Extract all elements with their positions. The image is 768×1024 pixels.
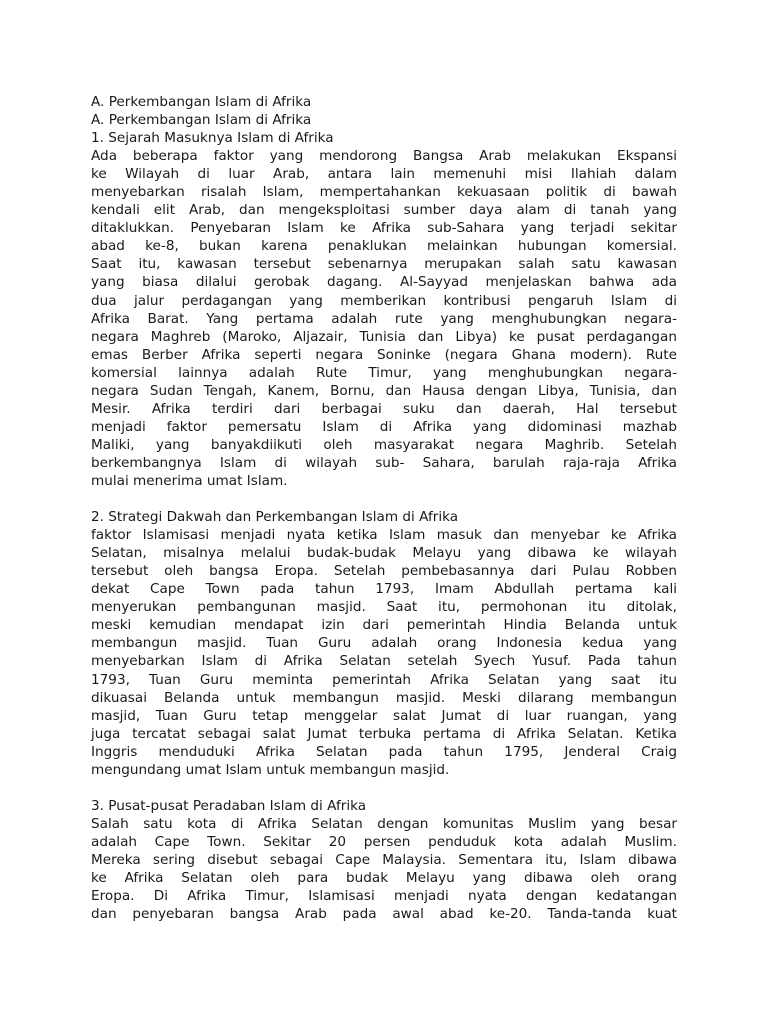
document-title: A. Perkembangan Islam di Afrika: [91, 94, 312, 110]
paragraph-line: meski kemudian mendapat izin dari pemerintah Hindia Belanda untuk: [91, 617, 677, 634]
paragraph-line: berkembangnya Islam di wilayah sub- Sahara, barulah raja-raja Afrika: [91, 454, 677, 471]
paragraph-line: Afrika Barat. Yang pertama adalah rute yang menghubungkan negara-: [91, 310, 677, 327]
paragraph-line: menyerukan pembangunan masjid. Saat itu, permohonan itu ditolak,: [91, 599, 677, 616]
paragraph-line: Saat itu, kawasan tersebut sebenarnya merupakan salah satu kawasan: [91, 256, 677, 273]
document-page: [91, 93, 677, 923]
paragraph-line: ke Afrika Selatan oleh para budak Melayu yang dibawa oleh orang: [91, 870, 677, 887]
section-sejarah: [91, 129, 677, 490]
paragraph-last-line: mengundang umat Islam untuk membangun masjid.: [91, 761, 450, 778]
section-heading: 3. Pusat-pusat Peradaban Islam di Afrika: [91, 797, 367, 814]
section-paragraph: [91, 815, 677, 923]
paragraph-line: dekat Cape Town pada tahun 1793, Imam Abdullah pertama kali: [91, 581, 677, 598]
paragraph-line: kendali elit Arab, dan mengeksploitasi sumber daya alam di tanah yang: [91, 202, 677, 219]
paragraph-line: menjadi faktor pemersatu Islam di Afrika yang didominasi mazhab: [91, 418, 677, 435]
paragraph-line: tersebut oleh bangsa Eropa. Setelah pembebasannya dari Pulau Robben: [91, 563, 677, 580]
paragraph-line: dan penyebaran bangsa Arab pada awal abad ke-20. Tanda-tanda kuat: [91, 906, 677, 923]
paragraph-line: dikuasai Belanda untuk membangun masjid. Meski dilarang membangun: [91, 689, 677, 706]
paragraph-gap: [91, 490, 677, 508]
section-paragraph: [91, 147, 677, 490]
paragraph-line: komersial lainnya adalah Rute Timur, yang menghubungkan negara-: [91, 364, 677, 381]
paragraph-line: Selatan, misalnya melalui budak-budak Melayu yang dibawa ke wilayah: [91, 545, 677, 562]
section-heading: 1. Sejarah Masuknya Islam di Afrika: [91, 130, 334, 147]
paragraph-line: Mereka sering disebut sebagai Cape Malaysia. Sementara itu, Islam dibawa: [91, 851, 677, 868]
paragraph-line: 1793, Tuan Guru meminta pemerintah Afrika Selatan yang saat itu: [91, 671, 677, 688]
paragraph-line: yang biasa dilalui gerobak dagang. Al-Sayyad menjelaskan bahwa ada: [91, 274, 677, 291]
paragraph-line: faktor Islamisasi menjadi nyata ketika Islam masuk dan menyebar ke Afrika: [91, 527, 677, 544]
paragraph-line: masjid, Tuan Guru tetap menggelar salat Jumat di luar ruangan, yang: [91, 707, 677, 724]
paragraph-line: Mesir. Afrika terdiri dari berbagai suku dan daerah, Hal tersebut: [91, 400, 677, 417]
paragraph-line: abad ke-8, bukan karena penaklukan melainkan hubungan komersial.: [91, 238, 677, 255]
paragraph-line: Salah satu kota di Afrika Selatan dengan komunitas Muslim yang besar: [91, 815, 677, 832]
paragraph-last-line: mulai menerima umat Islam.: [91, 472, 288, 489]
paragraph-line: menyebarkan risalah Islam, mempertahankan kekuasaan politik di bawah: [91, 184, 677, 201]
paragraph-line: negara Sudan Tengah, Kanem, Bornu, dan Hausa dengan Libya, Tunisia, dan: [91, 382, 677, 399]
section-strategi-dakwah: [91, 508, 677, 779]
paragraph-line: emas Berber Afrika seperti negara Soninke (negara Ghana modern). Rute: [91, 346, 677, 363]
paragraph-gap: [91, 779, 677, 797]
paragraph-line: membangun masjid. Tuan Guru adalah orang Indonesia kedua yang: [91, 635, 677, 652]
paragraph-line: adalah Cape Town. Sekitar 20 persen penduduk kota adalah Muslim.: [91, 833, 677, 850]
section-heading: 2. Strategi Dakwah dan Perkembangan Islam di Afrika: [91, 509, 459, 526]
paragraph-line: ditaklukkan. Penyebaran Islam ke Afrika sub-Sahara yang terjadi sekitar: [91, 220, 677, 237]
paragraph-line: juga tercatat sebagai salat Jumat terbuka pertama di Afrika Selatan. Ketika: [91, 725, 677, 742]
paragraph-line: Eropa. Di Afrika Timur, Islamisasi menjadi nyata dengan kedatangan: [91, 888, 677, 905]
paragraph-line: Inggris menduduki Afrika Selatan pada tahun 1795, Jenderal Craig: [91, 743, 677, 760]
paragraph-line: Maliki, yang banyakdiikuti oleh masyarakat negara Maghrib. Setelah: [91, 436, 677, 453]
paragraph-line: negara Maghreb (Maroko, Aljazair, Tunisia dan Libya) ke pusat perdagangan: [91, 328, 677, 345]
paragraph-line: ke Wilayah di luar Arab, antara lain memenuhi misi Ilahiah dalam: [91, 166, 677, 183]
document-subtitle: A. Perkembangan Islam di Afrika: [91, 112, 312, 129]
section-pusat-peradaban: [91, 797, 677, 923]
paragraph-line: Ada beberapa faktor yang mendorong Bangsa Arab melakukan Ekspansi: [91, 148, 677, 165]
section-paragraph: [91, 526, 677, 779]
paragraph-line: menyebarkan Islam di Afrika Selatan setelah Syech Yusuf. Pada tahun: [91, 653, 677, 670]
paragraph-line: dua jalur perdagangan yang memberikan kontribusi pengaruh Islam di: [91, 292, 677, 309]
